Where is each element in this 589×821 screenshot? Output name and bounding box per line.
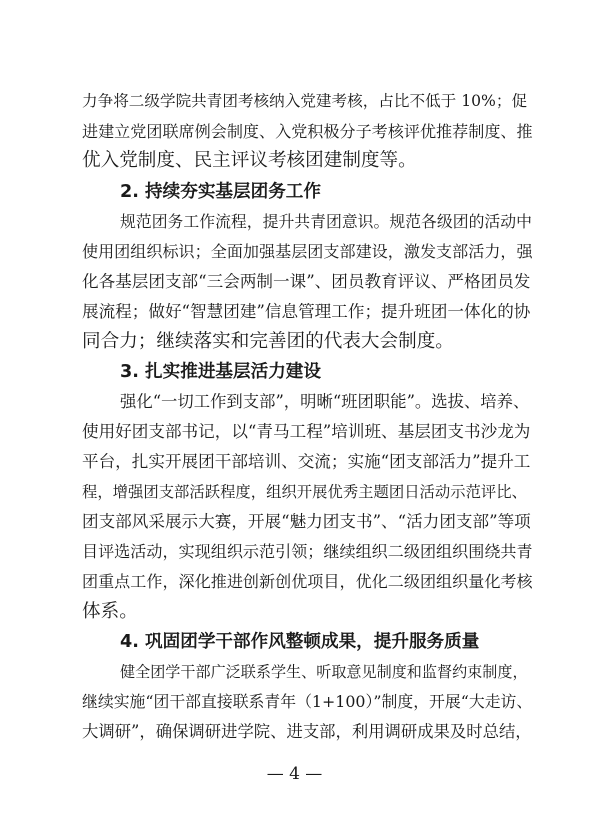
text-line: 使用好团支部书记，以“青马工程”培训班、基层团支书沙龙为 xyxy=(82,422,531,441)
text-line: 优入党制度、民主评议考核团建制度等。 xyxy=(82,150,417,171)
text-line: 程，增强团支部活跃程度，组织开展优秀主题团日活动示范评比、 xyxy=(82,483,527,501)
text-line: 使用团组织标识；全面加强基层团支部建设，激发支部活力，强 xyxy=(82,242,533,261)
text-line: 继续实施“团干部直接联系青年（1+100）”制度，开展“大走访、 xyxy=(82,692,533,711)
text-line: 团支部风采展示大赛，开展“魅力团支书”、“活力团支部”等项 xyxy=(82,512,531,531)
text-line: 化各基层团支部“三会两制一课”、团员教育评议、严格团员发 xyxy=(82,272,531,291)
text-line: 健全团学干部广泛联系学生、听取意见制度和监督约束制度， xyxy=(120,663,528,681)
section-heading: 4. 巩固团学干部作风整顿成果，提升服务质量 xyxy=(120,632,480,652)
text-line: 平台，扎实开展团干部培训、交流；实施“团支部活力”提升工 xyxy=(82,452,531,471)
text-line: 强化“一切工作到支部”，明晰“班团职能”。选拔、培养、 xyxy=(120,392,530,411)
text-line: 规范团务工作流程，提升共青团意识。规范各级团的活动中 xyxy=(120,212,532,231)
page-number: — 4 — xyxy=(266,764,323,784)
text-line: 力争将二级学院共青团考核纳入党建考核，占比不低于 10%；促 xyxy=(82,92,528,110)
text-line: 体系。 xyxy=(82,601,138,622)
text-line: 展流程；做好“智慧团建”信息管理工作；提升班团一体化的协 xyxy=(82,302,531,321)
text-line: 同合力；继续落实和完善团的代表大会制度。 xyxy=(82,331,454,352)
text-line: 进建立党团联席例会制度、入党积极分子考核评优推荐制度、推 xyxy=(82,122,533,141)
text-line: 团重点工作，深化推进创新创优项目，优化二级团组织量化考核 xyxy=(82,572,533,591)
section-heading: 2. 持续夯实基层团务工作 xyxy=(120,182,321,202)
section-heading: 3. 扎实推进基层活力建设 xyxy=(120,362,321,382)
text-line: 大调研”，确保调研进学院、进支部，利用调研成果及时总结， xyxy=(82,722,532,741)
text-line: 目评选活动，实现组织示范引领；继续组织二级团组织围绕共青 xyxy=(82,542,533,561)
